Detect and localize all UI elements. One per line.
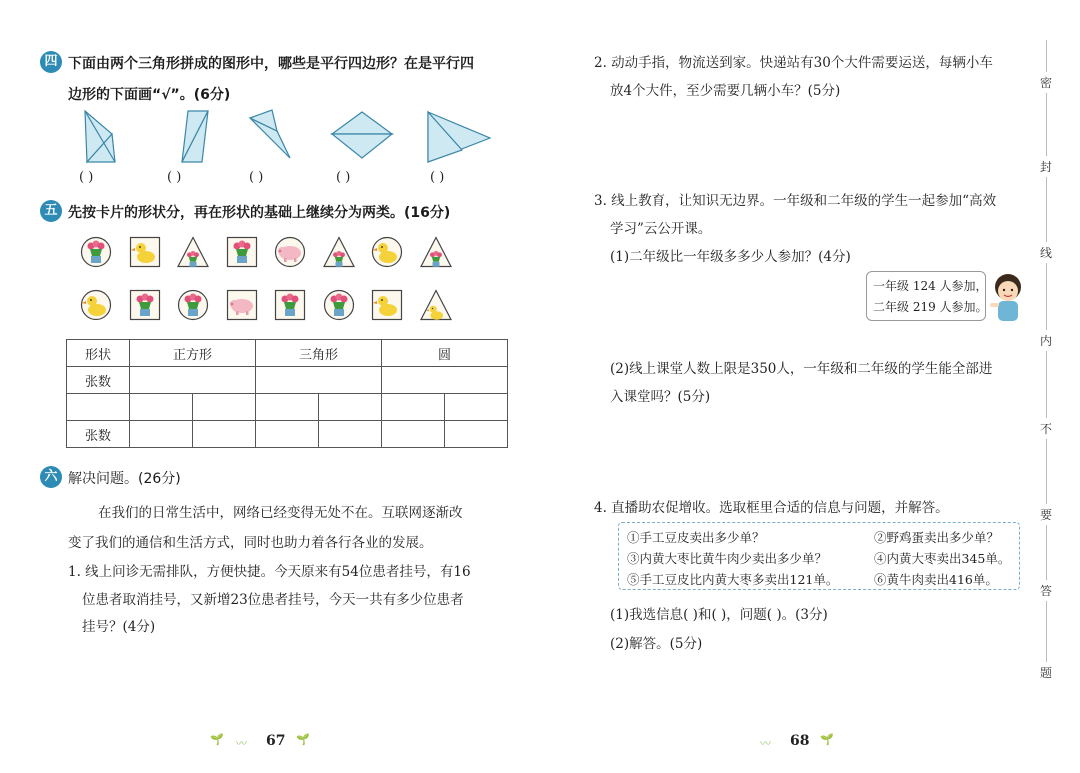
duck-circle-card: [371, 236, 403, 272]
table-cell[interactable]: [445, 394, 508, 421]
flower-triangle-card: [420, 236, 452, 272]
table-cell[interactable]: [130, 421, 193, 448]
sprout-icon: 🌱: [210, 733, 224, 746]
question-4-part-1[interactable]: (1)我选信息( )和( )，问题( )。(3分): [610, 607, 828, 623]
info-item-3: ③内黄大枣比黄牛肉少卖出多少单？: [627, 551, 828, 566]
section-4-title-line2: 边形的下面画“√”。(6分): [68, 87, 231, 103]
table-cell[interactable]: [382, 421, 445, 448]
sprout-icon: 〰: [760, 737, 771, 750]
question-2-line-2: 放4个大件，至少需要几辆小车？(5分): [610, 83, 841, 99]
answer-paren-3[interactable]: ( ): [249, 170, 264, 185]
table-header-square: 正方形: [130, 340, 256, 367]
flower-square-card: [129, 289, 161, 325]
figure-3-quadrilateral: [250, 110, 290, 158]
figure-1-quadrilateral: [85, 111, 115, 162]
pig-circle-card: [274, 236, 306, 272]
question-4-title: 4. 直播助农促增收。选取框里合适的信息与问题，并解答。: [594, 500, 949, 516]
flower-square-card: [226, 236, 258, 272]
duck-square-card: [129, 236, 161, 272]
figure-4-rhombus: [332, 112, 392, 158]
question-3-line-2: 学习”云公开课。: [610, 221, 712, 237]
table-label-count-2: 张数: [67, 421, 130, 448]
flower-circle-card: [80, 236, 112, 272]
duck-square-card: [371, 289, 403, 325]
classification-table: [66, 339, 508, 448]
table-cell[interactable]: [193, 394, 256, 421]
bubble-line-2: 二年级 219 人参加。: [873, 300, 988, 314]
student-character-icon: [986, 270, 1028, 324]
flower-triangle-card: [323, 236, 355, 272]
table-header-circle: 圆: [382, 340, 508, 367]
sprout-icon: 🌱: [820, 733, 834, 746]
table-cell[interactable]: [130, 394, 193, 421]
question-4-part-2: (2)解答。(5分): [610, 636, 703, 652]
table-cell[interactable]: [193, 421, 256, 448]
table-cell[interactable]: [382, 394, 445, 421]
table-cell[interactable]: [445, 421, 508, 448]
intro-line-2: 变了我们的通信和生活方式，同时也助力着各行各业的发展。: [68, 535, 433, 551]
speech-bubble: [866, 271, 986, 321]
page-number-left: 67: [266, 733, 286, 749]
flower-triangle-card: [177, 236, 209, 272]
answer-paren-4[interactable]: ( ): [336, 170, 351, 185]
bubble-line-1: 一年级 124 人参加，: [873, 279, 988, 293]
question-2-line-1: 2. 动动手指，物流送到家。快递站有30个大件需要运送，每辆小车: [594, 55, 993, 71]
info-item-4: ④内黄大枣卖出345单。: [874, 551, 1011, 566]
sprout-icon: 🌱: [296, 733, 310, 746]
info-item-5: ⑤手工豆皮比内黄大枣多卖出121单。: [627, 572, 839, 587]
flower-circle-card: [323, 289, 355, 325]
section-5-title: 先按卡片的形状分，再在形状的基础上继续分为两类。(16分): [68, 205, 451, 221]
seal-line-char: 内: [1040, 330, 1052, 351]
info-item-1: ①手工豆皮卖出多少单？: [627, 530, 765, 545]
pig-square-card: [226, 289, 258, 325]
answer-paren-2[interactable]: ( ): [167, 170, 182, 185]
seal-line-char: 不: [1040, 418, 1052, 439]
shape-figures: [70, 108, 510, 168]
figure-5-parallelogram: [428, 112, 490, 162]
seal-line-char: 题: [1040, 662, 1052, 683]
question-3-part-2-line-2: 入课堂吗？(5分): [610, 389, 711, 405]
question-3-part-2-line-1: (2)线上课堂人数上限是350人，一年级和二年级的学生能全部进: [610, 361, 993, 377]
table-cell[interactable]: [130, 367, 256, 394]
duck-triangle-card: [420, 289, 452, 325]
flower-square-card: [274, 289, 306, 325]
seal-line-char: 密: [1040, 72, 1052, 93]
page-number-right: 68: [790, 733, 810, 749]
question-1-line-3: 挂号？(4分): [82, 619, 156, 635]
table-cell[interactable]: [256, 394, 319, 421]
intro-line-1: 在我们的日常生活中，网络已经变得无处不在。互联网逐渐改: [98, 505, 463, 521]
info-box: [618, 522, 1020, 590]
answer-paren-1[interactable]: ( ): [79, 170, 94, 185]
flower-circle-card: [177, 289, 209, 325]
sprout-icon: 〰: [236, 737, 247, 750]
table-cell[interactable]: [382, 367, 508, 394]
table-header-shape: 形状: [67, 340, 130, 367]
table-cell[interactable]: [319, 421, 382, 448]
duck-circle-card: [80, 289, 112, 325]
question-1-line-2: 位患者取消挂号，又新增23位患者挂号，今天一共有多少位患者: [82, 592, 464, 608]
info-item-6: ⑥黄牛肉卖出416单。: [874, 572, 998, 587]
section-5-badge: 五: [40, 200, 62, 222]
seal-line-char: 线: [1040, 242, 1052, 263]
section-4-badge: 四: [40, 51, 62, 73]
question-3-line-1: 3. 线上教育，让知识无边界。一年级和二年级的学生一起参加“高效: [594, 193, 997, 209]
seal-line-char: 要: [1040, 504, 1052, 525]
table-cell[interactable]: [256, 421, 319, 448]
table-cell[interactable]: [256, 367, 382, 394]
table-header-triangle: 三角形: [256, 340, 382, 367]
table-cell[interactable]: [319, 394, 382, 421]
seal-line-char: 封: [1040, 156, 1052, 177]
table-label-count-1: 张数: [67, 367, 130, 394]
answer-paren-5[interactable]: ( ): [430, 170, 445, 185]
question-1-line-1: 1. 线上问诊无需排队，方便快捷。今天原来有54位患者挂号，有16: [68, 564, 471, 580]
table-cell: [67, 394, 130, 421]
seal-line-char: 答: [1040, 580, 1052, 601]
info-item-2: ②野鸡蛋卖出多少单？: [874, 530, 1000, 545]
section-6-title: 解决问题。(26分): [68, 471, 181, 487]
question-3-part-1: (1)二年级比一年级多多少人参加？(4分): [610, 249, 851, 265]
figure-2-parallelogram: [182, 111, 208, 162]
section-6-badge: 六: [40, 466, 62, 488]
section-4-title-line1: 下面由两个三角形拼成的图形中，哪些是平行四边形？在是平行四: [68, 56, 474, 72]
